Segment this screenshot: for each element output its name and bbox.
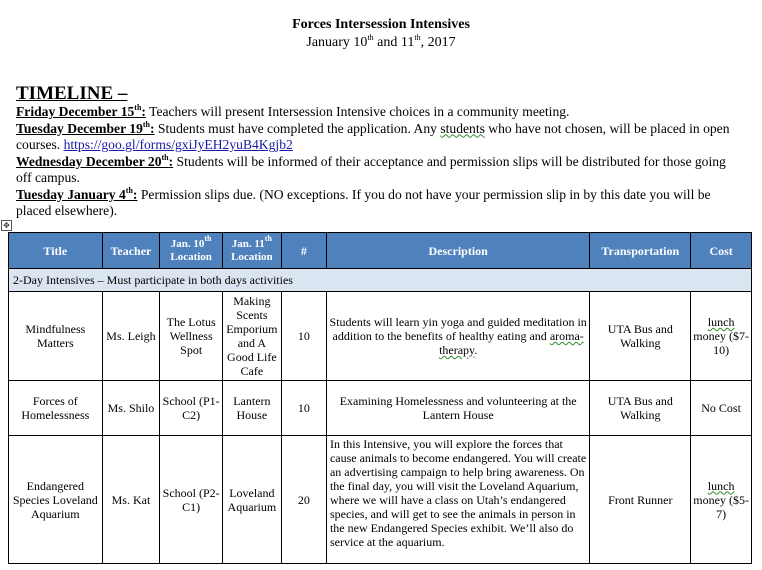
section-row [9,269,752,292]
table-header-row [9,233,752,269]
cell-location-jan10: School (P2-C1) [160,436,223,564]
cell-description: Students will learn yin yoga and guided meditation in addition to the benefits of healthy eating and aroma-therapy. [326,292,589,381]
timeline-text: Students must have completed the application. Any [154,120,441,136]
cell-location-jan11: Lantern House [223,381,282,436]
timeline-text: Teachers will present Intersession Intensive choices in a community meeting. [145,104,570,119]
timeline-item [16,121,736,154]
column-header-description: Description [326,233,589,269]
date-text: , 2017 [420,35,456,50]
cell-teacher: Ms. Leigh [102,292,160,381]
table-row [9,436,752,564]
cell-transportation: UTA Bus and Walking [590,381,691,436]
cell-transportation: UTA Bus and Walking [590,292,691,381]
application-form-link[interactable]: https://goo.gl/forms/gxiJyEH2yuB4Kgjb2 [63,137,293,152]
document-title: Forces Intersession Intensives [292,17,470,32]
cell-description: Examining Homelessness and volunteering at the Lantern House [326,381,589,436]
column-header-transportation: Transportation [590,233,691,269]
cell-title: Forces of Homelessness [9,381,103,436]
timeline-date: Tuesday December 19th: [16,119,155,136]
date-ordinal: th [367,33,374,42]
cell-teacher: Ms. Shilo [102,381,160,436]
column-header-jan11-location: Jan. 11th Location [223,233,282,269]
cell-location-jan11: Making Scents Emporium and A Good Life Cafe [223,292,282,381]
cell-location-jan11: Loveland Aquarium [223,436,282,564]
cell-title: Mindfulness Matters [9,292,103,381]
timeline-text: students [440,120,485,136]
date-ordinal: th [414,33,421,42]
document-date [0,34,762,52]
timeline-item [16,154,736,187]
table-row [9,292,752,381]
timeline-heading: TIMELINE – [16,83,128,104]
cell-transportation: Front Runner [590,436,691,564]
date-text: January 10 [306,35,368,50]
timeline-date: Wednesday December 20th: [16,152,174,169]
column-header-teacher: Teacher [102,233,160,269]
cell-cost: lunch money ($7-10) [691,292,752,381]
cell-title: Endangered Species Loveland Aquarium [9,436,103,564]
cell-teacher: Ms. Kat [102,436,160,564]
timeline-section [16,84,736,220]
section-label: 2-Day Intensives – Must participate in both days activities [9,269,752,292]
intensives-table [8,232,752,564]
cell-cost: No Cost [691,381,752,436]
timeline-item [16,104,736,121]
cell-count: 20 [281,436,326,564]
timeline-text: Students will be informed of their acceptance and permission slips will be distributed for those going off campus. [16,153,726,185]
column-header-count: # [281,233,326,269]
date-text: and 11 [373,35,415,50]
timeline-item [16,187,736,220]
timeline-date: Tuesday January 4th: [16,185,138,202]
column-header-title: Title [9,233,103,269]
timeline-text: Permission slips due. (NO exceptions. If you do not have your permission slip in by this date you will be placed elsewhere). [16,186,711,218]
table-move-handle-icon[interactable]: ✥ [1,220,12,231]
cell-location-jan10: The Lotus Wellness Spot [160,292,223,381]
timeline-date: Friday December 15th: [16,103,146,119]
cell-location-jan10: School (P1-C2) [160,381,223,436]
table-row [9,381,752,436]
cell-count: 10 [281,381,326,436]
document-header [0,16,762,52]
cell-count: 10 [281,292,326,381]
timeline-text: who have not chosen, will be placed in open courses. [16,120,730,152]
column-header-jan10-location: Jan. 10th Location [160,233,223,269]
column-header-cost: Cost [691,233,752,269]
cell-cost: lunch money ($5-7) [691,436,752,564]
cell-description: In this Intensive, you will explore the forces that cause animals to become endangered. You will create an advertising campaign to help bring awareness. On the final day, you will visit the Loveland Aquarium, where we will have a class on Utah’s endangered species, and will get to see the animals in person in the new Endangered Species exhibit. We’ll also do service at the aquarium. [326,436,589,564]
